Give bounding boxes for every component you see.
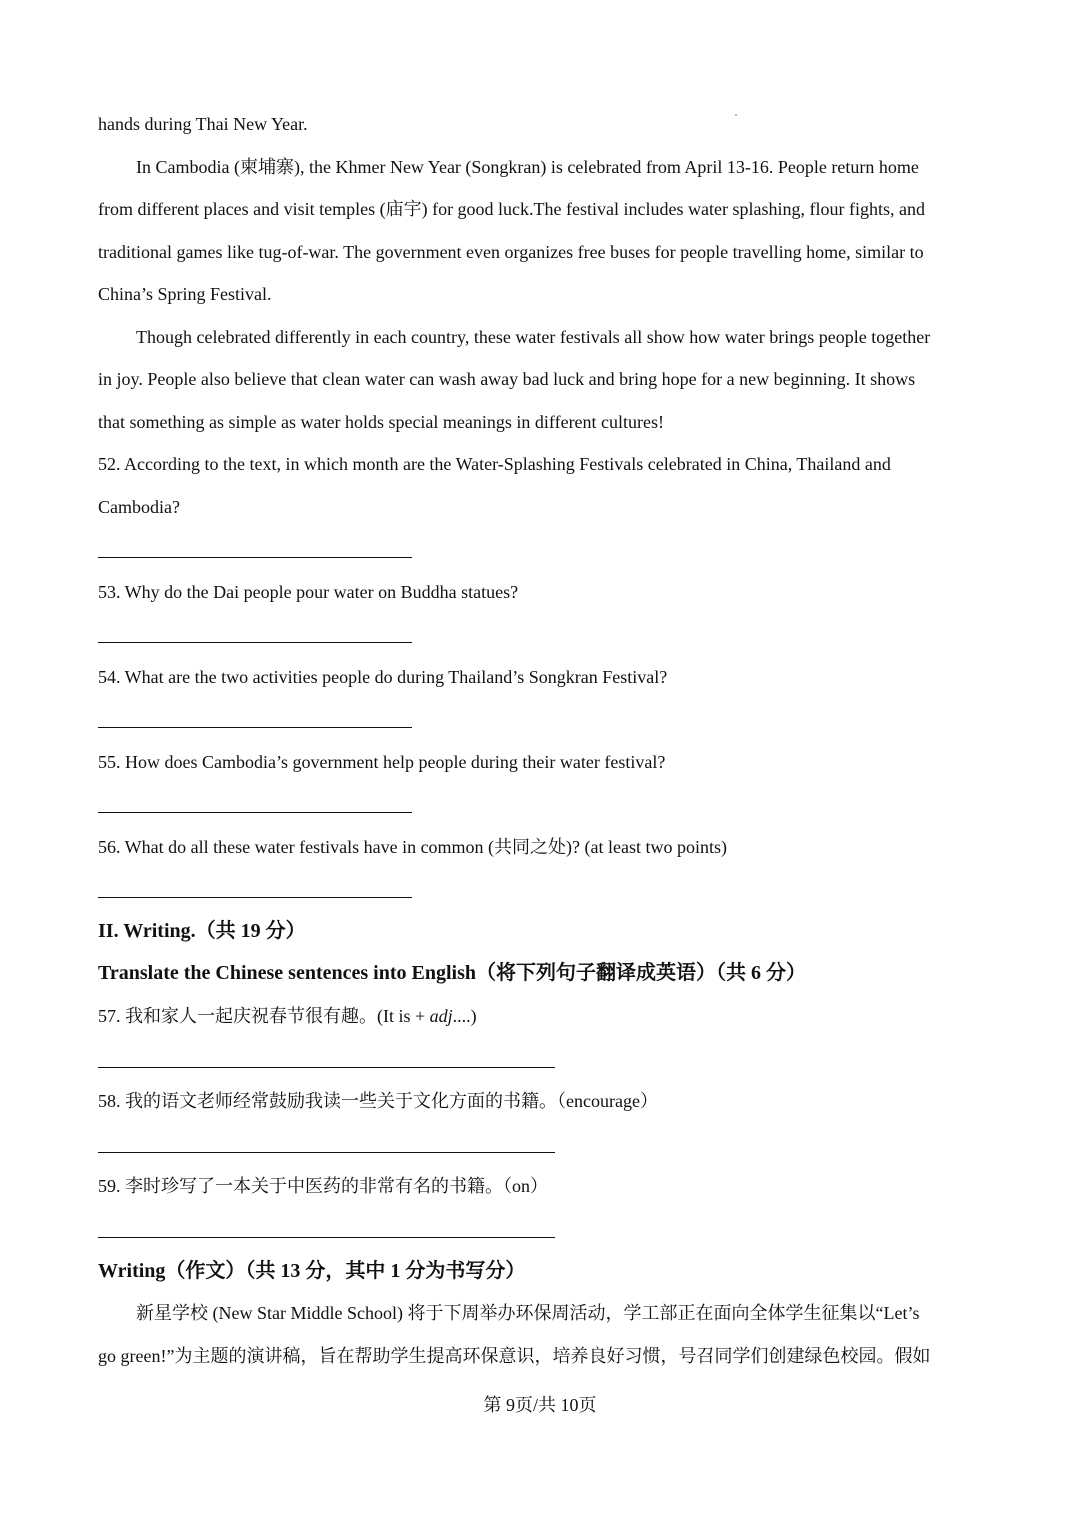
question-58: 58. 我的语文老师经常鼓励我读一些关于文化方面的书籍。（encourage） xyxy=(98,1091,658,1111)
page-number: 第 9页/共 10页 xyxy=(483,1395,597,1415)
question-59: 59. 李时珍写了一本关于中医药的非常有名的书籍。（on） xyxy=(98,1176,548,1196)
question-52-cont: Cambodia? xyxy=(98,497,180,517)
passage-line: from different places and visit temples (庙宇) for good luck.The festival includes water splashing, flour fights, and xyxy=(98,199,925,219)
answer-line-59[interactable] xyxy=(98,1237,555,1238)
question-53: 53. Why do the Dai people pour water on Buddha statues? xyxy=(98,582,519,602)
passage-line: traditional games like tug-of-war. The government even organizes free buses for people travelling home, similar to xyxy=(98,242,924,262)
question-57-italic: adj xyxy=(429,1006,453,1026)
answer-line-55[interactable] xyxy=(98,812,412,813)
question-54: 54. What are the two activities people do during Thailand’s Songkran Festival? xyxy=(98,667,668,687)
question-57-suffix: ....) xyxy=(452,1006,477,1026)
answer-line-58[interactable] xyxy=(98,1152,555,1153)
passage-line: In Cambodia (柬埔寨), the Khmer New Year (Songkran) is celebrated from April 13-16. People return home xyxy=(136,157,919,177)
essay-prompt-line: go green!”为主题的演讲稿，旨在帮助学生提高环保意识，培养良好习惯，号召同学们创建绿色校园。假如 xyxy=(98,1346,931,1366)
answer-line-54[interactable] xyxy=(98,727,412,728)
question-57 xyxy=(98,1003,982,1029)
translate-title: Translate the Chinese sentences into English（将下列句子翻译成英语）（共 6 分） xyxy=(98,962,806,984)
essay-prompt-line: 新星学校 (New Star Middle School) 将于下周举办环保周活动，学工部正在面向全体学生征集以“Let’s xyxy=(136,1303,920,1323)
passage-line: Though celebrated differently in each country, these water festivals all show how water brings people together xyxy=(136,327,931,347)
section-title: II. Writing.（共 19 分） xyxy=(98,920,306,942)
passage-line: in joy. People also believe that clean water can wash away bad luck and bring hope for a new beginning. It shows xyxy=(98,369,916,389)
question-52: 52. According to the text, in which month are the Water-Splashing Festivals celebrated in China, Thailand and xyxy=(98,454,891,474)
answer-line-56[interactable] xyxy=(98,897,412,898)
essay-title: Writing（作文）（共 13 分，其中 1 分为书写分） xyxy=(98,1260,526,1282)
passage-line: that something as simple as water holds special meanings in different cultures! xyxy=(98,412,665,432)
answer-line-57[interactable] xyxy=(98,1067,555,1068)
passage-line: China’s Spring Festival. xyxy=(98,284,272,304)
answer-line-53[interactable] xyxy=(98,642,412,643)
question-56: 56. What do all these water festivals have in common (共同之处)? (at least two points) xyxy=(98,837,728,857)
answer-line-52[interactable] xyxy=(98,557,412,558)
question-55: 55. How does Cambodia’s government help people during their water festival? xyxy=(98,752,666,772)
passage-line: hands during Thai New Year. xyxy=(98,114,308,134)
question-57-text: 57. 我和家人一起庆祝春节很有趣。(It is + xyxy=(98,1006,430,1026)
